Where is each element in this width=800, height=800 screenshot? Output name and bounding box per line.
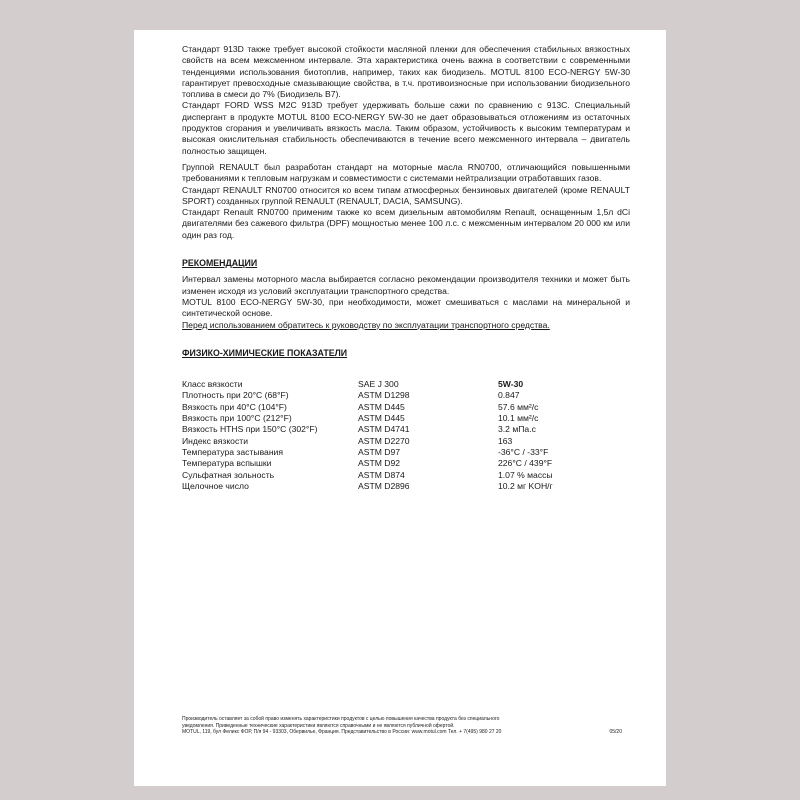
document-page <box>134 30 666 786</box>
footer-code: 05/20 <box>609 729 622 736</box>
paragraph-rn0700-diesel: Стандарт Renault RN0700 применим также ко всем дизельным автомобилям Renault, оснащенным 1,5л dCi двигателями без сажевого фильтра (DPF) мощностью менее 100 л.с. с межсменным интервалом 20 000 км или один раз год. <box>182 207 630 240</box>
table-row <box>182 436 628 447</box>
spec-value: -36°C / -33°F <box>498 446 549 457</box>
footer-line-3: MOTUL, 119, бул Феликс ФОР, П/я 94 - 93303, Обервилье, Франция. Представительство в России: www.motul.com Тел. + 7(495) 980 27 20 <box>182 729 502 736</box>
document-content <box>182 44 630 492</box>
spec-property: Температура вспышки <box>182 458 272 469</box>
spec-standard: ASTM D445 <box>358 401 405 412</box>
spec-standard: ASTM D874 <box>358 469 405 480</box>
spec-property: Класс вязкости <box>182 379 243 390</box>
paragraph-913d-soot: Стандарт FORD WSS M2C 913D требует удерживать больше сажи по сравнению с 913C. Специальный диспергант в продукте MOTUL 8100 ECO-NERGY 5W-30 не дает образовываться отложениям из остаточных продуктов сгорания и увеличивать вязкость масла. Таким образом, устойчивость к высоким температурам и высокая окислительная стабильность обеспечиваются в течение всего межсменного интервала – двигатель полностью защищен. <box>182 100 630 156</box>
spec-property: Сульфатная зольность <box>182 469 275 480</box>
recommendation-interval: Интервал замены моторного масла выбирается согласно рекомендации производителя техники и может быть изменен исходя из условий эксплуатации транспортного средства. <box>182 274 630 296</box>
table-row <box>182 470 628 481</box>
spec-standard: ASTM D2270 <box>358 435 410 446</box>
spec-property: Индекс вязкости <box>182 435 248 446</box>
spec-value: 57.6 мм²/c <box>498 401 539 412</box>
spec-value: 10.2 мг KOH/г <box>498 480 553 491</box>
recommendation-manual: Перед использованием обратитесь к руководству по эксплуатации транспортного средства. <box>182 319 550 330</box>
spec-property: Щелочное число <box>182 480 249 491</box>
table-row <box>182 413 628 424</box>
spec-value: 163 <box>498 435 513 446</box>
spec-value: 10.1 мм²/c <box>498 413 539 424</box>
spec-property: Вязкость при 40°C (104°F) <box>182 401 287 412</box>
table-row <box>182 424 628 435</box>
spec-value: 3.2 мПа.c <box>498 424 536 435</box>
spec-standard: ASTM D2896 <box>358 480 410 491</box>
footer-line-2: уведомления. Приведенные технические характеристики являются справочными и не являются публичной офертой. <box>182 722 455 729</box>
spec-property: Плотность при 20°C (68°F) <box>182 390 289 401</box>
table-row <box>182 390 628 401</box>
spec-property: Вязкость HTHS при 150°C (302°F) <box>182 424 318 435</box>
spec-property: Температура застывания <box>182 446 284 457</box>
spec-value: 1.07 % массы <box>498 469 553 480</box>
spec-standard: ASTM D4741 <box>358 424 410 435</box>
spec-standard: ASTM D97 <box>358 446 401 457</box>
paragraph-913d-film: Стандарт 913D также требует высокой стойкости масляной пленки для обеспечения стабильных вязкостных свойств на всем межсменном интервале. Эта характеристика очень важна в соответствии с современными тенденциями использования биотоплив, например, таких как биодизель. MOTUL 8100 ECO-NERGY 5W-30 гарантирует превосходные смазывающие свойства, в т.ч. противоизносные при использовании биодизельного топлива в смеси до 7% (Биодизель B7). <box>182 44 630 100</box>
spec-standard: ASTM D92 <box>358 458 401 469</box>
table-row <box>182 458 628 469</box>
recommendation-mixing: MOTUL 8100 ECO-NERGY 5W-30, при необходимости, может смешиваться с маслами на минеральной и синтетической основе. <box>182 296 630 319</box>
specs-table <box>182 379 628 492</box>
spec-standard: ASTM D1298 <box>358 390 410 401</box>
paragraph-rn0700-petrol: Стандарт RENAULT RN0700 относится ко всем типам атмосферных бензиновых двигателей (кроме RENAULT SPORT) созданных группой RENAULT (RENAULT, DACIA, SAMSUNG). <box>182 184 630 206</box>
spec-value: 226°C / 439°F <box>498 458 553 469</box>
paragraph-rn0700-intro: Группой RENAULT был разработан стандарт на моторные масла RN0700, отличающийся повышенными требованиями к тепловым нагрузкам и совместимости с системами нейтрализации отработавших газов. <box>182 161 630 184</box>
recommendations-heading: РЕКОМЕНДАЦИИ <box>182 258 258 269</box>
table-row <box>182 481 628 492</box>
spec-property: Вязкость при 100°C (212°F) <box>182 413 292 424</box>
table-row <box>182 402 628 413</box>
spec-standard: ASTM D445 <box>358 413 405 424</box>
footer-line-1: Производитель оставляет за собой право изменять характеристики продуктов с целью повышения качества продукта без специального <box>182 716 500 722</box>
spec-value: 5W-30 <box>498 379 524 390</box>
spec-standard: SAE J 300 <box>358 379 399 390</box>
spec-value: 0.847 <box>498 390 520 401</box>
specs-heading: ФИЗИКО-ХИМИЧЕСКИЕ ПОКАЗАТЕЛИ <box>182 347 348 358</box>
table-row <box>182 379 628 390</box>
footer-disclaimer <box>182 716 622 736</box>
table-row <box>182 447 628 458</box>
